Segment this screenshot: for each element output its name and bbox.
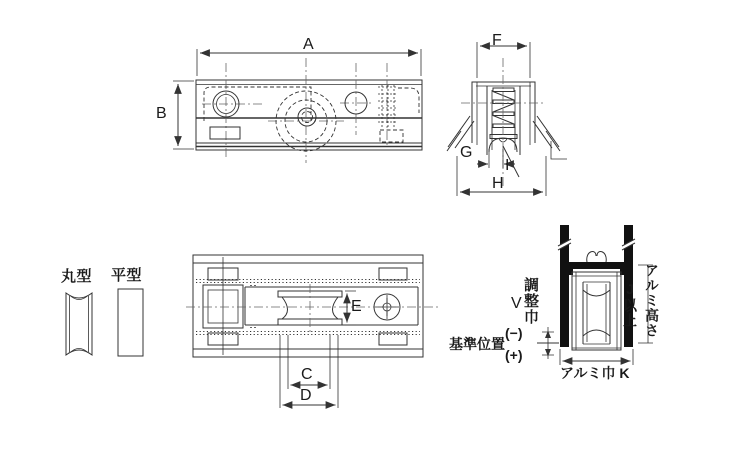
bottom-view-drawing	[186, 255, 440, 408]
dimension-label-v: V	[511, 295, 522, 312]
wheel-type-shapes	[66, 289, 143, 356]
dimension-label-e: E	[351, 298, 362, 315]
aluminium-width-label: アルミ巾 K	[560, 365, 630, 381]
aluminium-height-label: アルミ高さ	[644, 263, 660, 338]
flat-wheel-profile	[118, 289, 143, 356]
dimension-label-h: H	[492, 175, 504, 192]
flat-type-label: 平型	[111, 267, 143, 284]
hook-clip-shape	[597, 251, 606, 262]
dimension-label-b: B	[156, 105, 167, 122]
dimension-label-g: G	[460, 144, 473, 161]
dimension-label-f: F	[492, 32, 502, 49]
minus-adjust-label: (−)	[505, 325, 523, 341]
dimension-label-i: I	[505, 157, 510, 174]
min-height-label: J以上	[622, 281, 638, 328]
side-view-drawing	[173, 49, 422, 163]
round-type-label: 丸型	[61, 268, 93, 285]
dimension-label-c: C	[301, 366, 313, 383]
adjust-width-label: 調整巾	[522, 277, 539, 325]
hook-clip-shape	[587, 251, 596, 262]
reference-position-label: 基準位置	[449, 336, 505, 352]
dimension-label-a: A	[303, 36, 314, 53]
dimension-label-d: D	[300, 387, 312, 404]
plus-adjust-label: (+)	[505, 347, 523, 363]
